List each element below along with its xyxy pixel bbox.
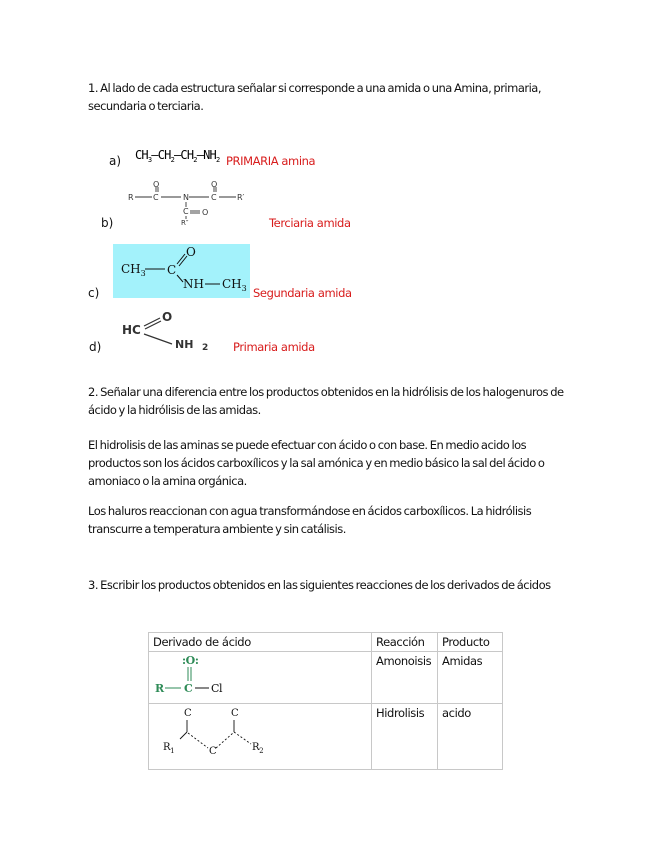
header-product: Producto <box>438 633 503 652</box>
acyl-chloride-structure <box>153 654 273 698</box>
svg-text:O: O <box>211 181 218 189</box>
svg-text:C: C <box>183 207 189 216</box>
reaction-cell: Amonoisis <box>372 652 438 704</box>
svg-text:R: R <box>128 193 134 202</box>
svg-text:C: C <box>184 682 193 695</box>
svg-text:C: C <box>209 746 217 757</box>
question-3-text: 3. Escribir los productos obtenidos en las siguientes reacciones de los derivados de ácidos <box>88 578 551 592</box>
svg-text:R: R <box>155 682 164 695</box>
answer-a: PRIMARIA amina <box>226 154 316 168</box>
structure-c <box>113 244 250 298</box>
structure-b <box>126 181 251 227</box>
structure-d <box>120 310 230 354</box>
answer-d: Primaria amida <box>233 340 315 354</box>
item-b-label: b) <box>101 216 114 230</box>
svg-text:O: O <box>186 245 196 259</box>
table-row <box>149 652 503 704</box>
header-reaction: Reacción <box>372 633 438 652</box>
svg-text:O: O <box>162 310 173 324</box>
svg-text:Cl: Cl <box>211 682 223 695</box>
header-derivative: Derivado de ácido <box>149 633 372 652</box>
svg-text:C: C <box>167 263 177 277</box>
table-row <box>149 704 503 770</box>
question-2-answer-2: Los haluros reaccionan con agua transformándose en ácidos carboxílicos. La hidrólisis transcurre a temperatura ambiente y sin catálisis. <box>88 504 532 536</box>
product-cell: Amidas <box>438 652 503 704</box>
svg-text:NH: NH <box>183 277 204 291</box>
svg-text:2: 2 <box>202 343 209 353</box>
question-1-text: 1. Al lado de cada estructura señalar si corresponde a una amida o una Amina, primaria, secundaria o terciaria. <box>88 81 541 113</box>
svg-text:C: C <box>211 193 217 202</box>
svg-text:CH3: $CH_3$ <box>121 262 146 278</box>
svg-text:HC: HC <box>122 323 141 337</box>
question-2-answer-1: El hidrolisis de las aminas se puede efectuar con ácido o con base. En medio acido los productos son los ácidos carboxílicos y la sal amónica y en medio básico la sal del ácido o amoniaco o la amina orgánica. <box>88 438 545 488</box>
answer-c: Segundaria amida <box>253 286 352 300</box>
svg-text:R2: $R_2$ <box>252 742 264 755</box>
question-2-text: 2. Señalar una diferencia entre los productos obtenidos en la hidrólisis de los halogenuros de ácido y la hidrólisis de las amidas. <box>88 385 564 417</box>
item-a-label: a) <box>109 154 122 168</box>
derivatives-table <box>148 632 503 770</box>
svg-text:R1: $R_1$ <box>163 742 175 755</box>
svg-text:CH3: $CH_3$ <box>222 277 247 293</box>
svg-text:CH3—CH2—CH2—NH2: $CH_3—CH_2—CH_2—NH_2$ <box>135 148 220 164</box>
reaction-cell: Hidrolisis <box>372 704 438 770</box>
svg-text:O: O <box>153 181 160 189</box>
svg-text:R″: R″ <box>181 219 189 227</box>
structure-a <box>133 143 228 165</box>
svg-text::O:: :O: <box>182 654 199 667</box>
svg-text:N: N <box>183 193 189 202</box>
svg-text:C: C <box>153 193 159 202</box>
svg-text:C: C <box>231 708 239 719</box>
item-d-label: d) <box>89 340 102 354</box>
svg-text:O: O <box>202 208 209 217</box>
answer-b: Terciaria amida <box>269 216 351 230</box>
product-cell: acido <box>438 704 503 770</box>
table-header-row <box>149 633 503 652</box>
svg-text:NH: NH <box>175 338 194 351</box>
dashed-structure <box>153 706 273 764</box>
svg-text:R′: R′ <box>237 193 245 202</box>
svg-text:C: C <box>184 708 192 719</box>
item-c-label: c) <box>88 286 100 300</box>
